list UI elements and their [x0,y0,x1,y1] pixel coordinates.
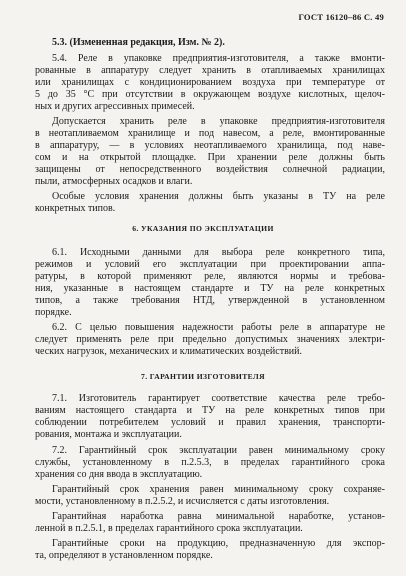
paragraph-7-1-line: ваниям настоящего стандарта и ТУ на реле конкретных типов при [35,405,385,416]
paragraph-special-line: Особые условия хранения должны быть указаны в ТУ на реле [52,191,385,202]
paragraph-6-2-line: ческих нагрузок, механических и климатических воздействий. [35,346,302,357]
paragraph-shelf-life-line: Гарантийный срок хранения равен минимальному сроку сохраняе- [52,484,385,495]
paragraph-storage-line: сом и на открытой площадке. При хранении реле должны быть [35,152,385,163]
paragraph-storage-line: в аппаратуру, — в условиях неотапливаемого хранилища, под наве- [35,140,385,151]
paragraph-5-4-line: 5 до 35 °С при отсутствии в окружающем воздухе кислотных, щелоч- [35,89,385,100]
paragraph-storage-line: защищены от непосредственного воздействия солнечной радиации, [35,164,385,175]
paragraph-6-1-line: 6.1. Исходными данными для выбора реле конкретного типа, [52,247,385,258]
paragraph-operating-time-line: ленной в п.2.5.1, в пределах гарантийного срока эксплуатации. [35,523,303,534]
paragraph-6-2-line: следует применять реле при предельно допустимых значениях электри- [35,334,385,345]
paragraph-6-1-line: режимов и условий его эксплуатации при проектировании аппа- [35,259,385,270]
paragraph-operating-time-line: Гарантийная наработка равна минимальной наработке, установ- [52,511,385,522]
page-header: ГОСТ 16120–86 С. 49 [298,12,384,22]
paragraph-6-1-line: ния, указанные в настоящем стандарте и ТУ на реле конкретных [35,283,385,294]
paragraph-export-line: Гарантийные сроки на продукцию, предназначенную для экспор- [52,538,385,549]
section-title: 6. УКАЗАНИЯ ПО ЭКСПЛУАТАЦИИ [132,224,274,233]
paragraph-storage-line: Допускается хранить реле в упаковке предприятия-изготовителя [52,116,385,127]
paragraph-6-1-line: порядке. [35,307,72,318]
paragraph-5-4-line: 5.4. Реле в упаковке предприятия-изготовителя, а также вмонти- [52,53,385,64]
paragraph-7-1-line: соблюдении потребителем условий и правил хранения, транспорти- [35,417,385,428]
paragraph-storage-line: в неотапливаемом хранилище и под навесом, а реле, вмонтированные [35,128,385,139]
paragraph-export-line: та, определяют в установленном порядке. [35,550,213,561]
paragraph-7-1-line: рования, монтажа и эксплуатации. [35,429,182,440]
paragraph-7-2-line: 7.2. Гарантийный срок эксплуатации равен минимальному сроку [52,445,385,456]
paragraph-storage-line: пыли, атмосферных осадков и влаги. [35,176,193,187]
paragraph-5-4-line: рованные в аппаратуру следует хранить в отапливаемых хранилищах [35,65,385,76]
paragraph-6-1-line: ратуры, в которой применяют реле, являются нормы и требова- [35,271,385,282]
paragraph-5-4-line: ных и других агрессивных примесей. [35,101,195,112]
paragraph-7-1-line: 7.1. Изготовитель гарантирует соответствие качества реле требо- [52,393,385,404]
paragraph-special-line: конкретных типов. [35,203,116,214]
paragraph-7-2-line: хранения со дня ввода в эксплуатацию. [35,469,203,480]
paragraph-5-3-line: 5.3. (Измененная редакция, Изм. № 2). [52,37,225,48]
paragraph-6-2-line: 6.2. С целью повышения надежности работы реле в аппаратуре не [52,322,385,333]
section-title: 7. ГАРАНТИИ ИЗГОТОВИТЕЛЯ [141,372,265,381]
paragraph-shelf-life-line: мости, установленному в п.2.5.2, и исчисляется с даты изготовления. [35,496,330,507]
paragraph-7-2-line: службы, установленному в п.2.5.3, в пределах гарантийного срока [35,457,385,468]
paragraph-6-1-line: типов, а также требования НТД, утвержденной в установленном [35,295,385,306]
paragraph-5-4-line: или хранилищах с кондиционированием воздуха при температуре от [35,77,385,88]
